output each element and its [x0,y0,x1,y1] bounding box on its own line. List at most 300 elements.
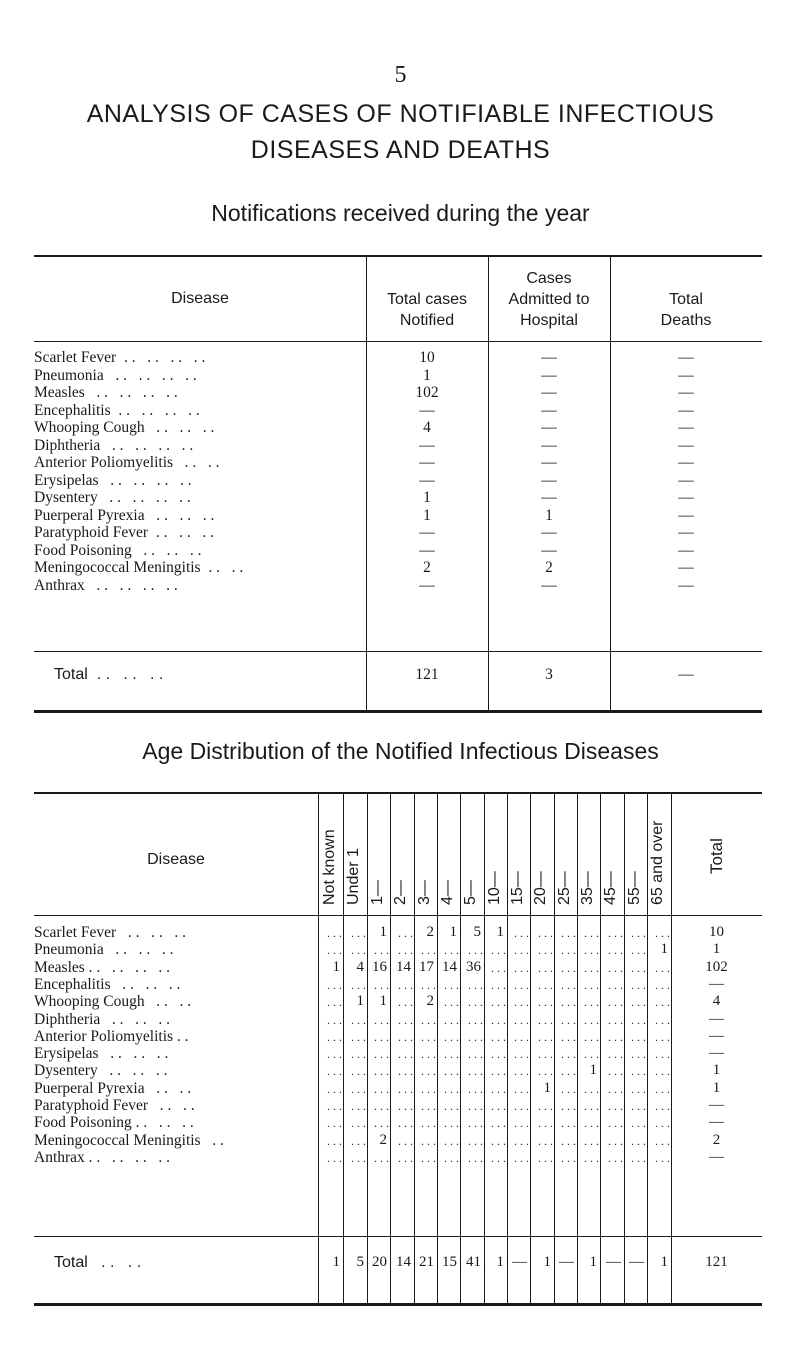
table1-header-rule [34,341,762,342]
table2-row-dots: . . . [584,1099,599,1113]
table1-header-admitted [488,268,610,331]
table2-header-age: 15— [508,871,526,905]
table2-header-disease: Disease [147,851,205,868]
table2-column-rule [484,794,485,1303]
table1-header-deaths-line: Deaths [660,312,712,329]
table2-row-dots: . . . [444,1081,459,1096]
table2-row-dots: . . . [444,1116,459,1131]
table1-row-deaths: — [678,489,694,506]
table2-row-dots: . . . [327,1099,342,1113]
table2-row-dots: . . . [351,1047,366,1062]
table2-row-dots: . . . [655,995,670,1010]
table2-subtitle: Age Distribution of the Notified Infectious Diseases [142,738,659,764]
table2-total-value: 1 [660,1254,668,1270]
table2-row-dots: . . . [351,1081,366,1096]
table1-row-disease: Erysipelas . . . . . . . . [34,471,192,489]
table2-row-dots: . . . [351,943,366,958]
table2-row-dots: . . . [327,977,342,992]
table2-row-dots: . . . [608,926,623,940]
table2-row-dots: . . . [538,977,553,992]
table1-row-admitted: — [541,541,557,559]
table2-row-dots: . . . [398,1099,413,1113]
table2-total-value: — [606,1254,621,1270]
table2-row-dots: . . . [327,995,342,1010]
table2-column-rule [437,794,438,1303]
table2-row-dots: . . . [421,1150,436,1165]
table2-column-rule [647,794,648,1303]
table2-row-value: 1 [660,941,668,958]
table2-row-dots: . . . [631,1029,646,1044]
table2-row-dots: . . . [584,1029,599,1044]
table2-total-value: 14 [396,1254,411,1270]
table1-row-notified: — [419,401,435,419]
table2-row-dots: . . . [538,1029,553,1044]
table2-row-dots: . . . [538,1012,553,1027]
table2-row-dots: . . . [351,977,366,992]
table2-row-dots: . . . [561,943,576,958]
table2-row-dots: . . . [468,1081,483,1096]
table2-row-total: 1 [712,1062,721,1079]
table1-total-rule [34,651,762,652]
table2-column-rule [367,794,368,1303]
table2-header-age: 65 and over [649,820,666,905]
table2-row-dots: . . . [398,995,413,1010]
table2-row-dots: . . . [538,995,553,1010]
table2-row-value: 14 [442,958,457,975]
table2-top-rule [34,792,762,794]
table2-row-dots: . . . [421,1064,436,1079]
table2-row-dots: . . . [444,1133,459,1148]
table2-header-age: 35— [578,871,596,905]
table2-header-age: 20— [532,871,549,905]
page-number: 5 [394,62,407,88]
table2-row-dots: . . . [655,1081,670,1096]
table2-header-age: 55— [625,871,643,905]
table2-row-dots: . . . [491,1116,506,1131]
table2-row-value: 1 [379,993,387,1010]
table2-row-dots: . . . [655,960,670,975]
table2-row-dots: . . . [398,943,413,958]
table2-row-dots: . . . [561,995,576,1010]
table2-row-dots: . . . [327,1116,342,1131]
table1-row-admitted: — [541,454,557,471]
table2-row-dots: . . . [561,960,576,975]
table1-row-disease: Anthrax . . . . . . . . [34,576,178,594]
table1-row-admitted: — [541,471,557,489]
table2-row-total: — [709,1097,724,1113]
table1-row-disease: Scarlet Fever . . . . . . . . [34,349,206,366]
table2-header-age: 2— [392,880,409,905]
table2-row-total: 10 [709,924,724,940]
table1-row-deaths: — [678,559,694,576]
table2-row-dots: . . . [491,1047,506,1062]
table2-row-dots: . . . [538,1133,553,1148]
table2-row-dots: . . . [421,1081,436,1096]
table2-row-dots: . . . [514,1081,529,1096]
table2-row-dots: . . . [631,943,646,958]
table2-row-dots: . . . [421,1047,436,1062]
table2-row-dots: . . . [561,1081,576,1096]
table2-row-dots: . . . [655,1099,670,1113]
table1-row-deaths: — [678,576,694,594]
table2-row-dots: . . . [608,1064,623,1079]
table2-row-dots: . . . [398,1133,413,1148]
table2-row-value: 4 [356,958,364,975]
table2-row-dots: . . . [514,1133,529,1148]
table2-row-disease: Scarlet Fever . . . . . . [34,924,186,941]
table2-row-total: 1 [712,941,721,958]
table2-row-dots: . . . [561,1116,576,1131]
table2-total-value: 1 [589,1254,597,1270]
table2-row-dots: . . . [608,1012,623,1027]
table2-row-dots: . . . [608,1150,623,1165]
table2-row-dots: . . . [538,1047,553,1062]
table2-row-dots: . . . [351,1116,366,1131]
table2-row-dots: . . . [514,1047,529,1062]
table2-row-dots: . . . [398,1012,413,1027]
table2-row-dots: . . . [584,1116,599,1131]
table2-row-dots: . . . [655,1012,670,1027]
table2-row-dots: . . . [631,1047,646,1062]
table2-row-dots: . . . [374,977,389,992]
table2-total-value: — [629,1254,644,1270]
table2-row-value: 5 [473,924,481,940]
table2-row-value: 2 [426,924,434,940]
table2-total-value: 1 [332,1254,340,1270]
table2-row-dots: . . . [398,926,413,940]
table2-row-dots: . . . [468,943,483,958]
table2-row-disease: Meningococcal Meningitis . . [34,1131,224,1149]
table2-row-dots: . . . [655,1047,670,1062]
table2-row-value: 17 [419,958,434,975]
table2-row-dots: . . . [351,1029,366,1044]
table1-header-deaths [610,289,762,331]
table2-row-dots: . . . [491,1133,506,1148]
table1-header-admitted-line: Hospital [520,312,578,329]
table2-row-dots: . . . [561,977,576,992]
table2-total-value: — [559,1254,574,1270]
table2-row-total: — [709,1027,724,1044]
table2-total-value: 1 [543,1254,551,1270]
table2-row-value: 1 [496,924,504,940]
table2-row-dots: . . . [608,1081,623,1096]
table2-header-age: 25— [555,871,573,905]
table2-row-dots: . . . [398,1150,413,1165]
table2-row-dots: . . . [584,1150,599,1165]
table2-column-rule [507,794,508,1303]
table2-header-age: 1— [368,880,386,905]
table2-row-dots: . . . [374,1099,389,1113]
page-title-line-1: ANALYSIS OF CASES OF NOTIFIABLE INFECTIOUS [86,100,715,128]
table2-row-dots: . . . [327,1029,342,1044]
table2-row-dots: . . . [421,1099,436,1113]
table2-row-dots: . . . [327,1081,342,1096]
table2-row-dots: . . . [468,1133,483,1148]
table2-row-dots: . . . [351,1133,366,1148]
table2-row-dots: . . . [514,1099,529,1113]
table2-total-value: 1 [496,1254,504,1270]
table1-row-admitted: — [541,524,557,541]
table2-row-dots: . . . [491,977,506,992]
table1-row-disease: Puerperal Pyrexia . . . . . . [34,506,215,524]
table1-row-admitted: — [541,576,557,594]
table1-row-disease: Meningococcal Meningitis . . . . [34,559,244,576]
table2-row-disease: Pneumonia . . . . . . [34,941,174,959]
table2-bottom-rule [34,1303,762,1306]
table2-row-dots: . . . [514,1150,529,1165]
table2-row-dots: . . . [351,1064,366,1079]
table1-row-deaths: — [678,384,694,401]
table1-row-disease: Pneumonia . . . . . . . . [34,366,197,384]
table2-row-dots: . . . [444,1012,459,1027]
table2-row-dots: . . . [491,1081,506,1096]
table2-row-dots: . . . [538,943,553,958]
table2-row-dots: . . . [631,1133,646,1148]
table1-row-admitted: — [541,489,557,506]
table1-row-notified: — [419,524,435,541]
table1-row-deaths: — [678,366,694,384]
table2-row-dots: . . . [631,960,646,975]
table2-row-dots: . . . [491,1150,506,1165]
table2-row-dots: . . . [468,1099,483,1113]
table2-row-dots: . . . [398,1064,413,1079]
table1-row-admitted: — [541,366,557,384]
table1-subtitle: Notifications received during the year [211,200,590,226]
table1-row-notified: 4 [423,419,431,436]
table2-column-rule [460,794,461,1303]
table1-row-deaths: — [678,454,694,471]
table2-row-dots: . . . [468,995,483,1010]
table2-row-dots: . . . [327,1064,342,1079]
table1-row-deaths: — [678,436,694,454]
table2-total-value: 41 [466,1254,481,1270]
table2-row-disease: Anthrax . . . . . . . . [34,1148,171,1166]
table2-row-value: 2 [426,993,434,1010]
table2-row-dots: . . . [514,977,529,992]
table2-row-dots: . . . [608,1133,623,1148]
table2-row-dots: . . . [491,960,506,975]
table1-bottom-rule [34,710,762,713]
table2-row-dots: . . . [514,1012,529,1027]
table2-row-dots: . . . [468,1064,483,1079]
table2-row-dots: . . . [444,1064,459,1079]
table2-row-disease: Paratyphoid Fever . . . . [34,1097,195,1114]
table2-row-dots: . . . [491,1064,506,1079]
table2-row-disease: Food Poisoning . . . . . . [34,1114,194,1132]
table1-row-admitted: — [541,349,557,366]
table2-row-dots: . . . [561,1150,576,1165]
table2-row-dots: . . . [327,943,342,958]
table2-row-dots: . . . [468,1012,483,1027]
table2-row-dots: . . . [538,1116,553,1131]
table2-row-dots: . . . [421,943,436,958]
table2-row-dots: . . . [655,1029,670,1044]
table2-row-total: — [709,1148,724,1165]
table2-row-dots: . . . [561,1133,576,1148]
table1-row-deaths: — [678,419,694,436]
table1-row-notified: 102 [415,384,439,401]
table2-row-dots: . . . [608,943,623,958]
table1-top-rule [34,255,762,257]
table2-column-rule [343,794,344,1303]
table2-column-rule [414,794,415,1303]
table2-row-total: 1 [712,1079,721,1096]
table2-row-total: 4 [712,993,721,1010]
table2-column-rule [530,794,531,1303]
table2-row-dots: . . . [444,995,459,1010]
table2-row-dots: . . . [421,1029,436,1044]
table2-row-dots: . . . [421,1133,436,1148]
table1-total-admitted: 3 [545,666,553,683]
table2-row-dots: . . . [468,1150,483,1165]
table2-row-dots: . . . [514,960,529,975]
table2-row-disease: Anterior Poliomyelitis . . [34,1027,189,1045]
table2-row-dots: . . . [351,1012,366,1027]
table2-row-dots: . . . [327,926,342,940]
table2-total-value: 15 [442,1254,457,1270]
table2-row-dots: . . . [491,1029,506,1044]
table2-header-age: Not known [320,829,338,905]
table2-row-total: 2 [712,1131,721,1148]
table2-row-value: 14 [396,958,411,975]
table1-row-deaths: — [678,506,694,524]
table2-row-value: 1 [356,993,364,1010]
table1-row-admitted: 2 [545,559,553,576]
table1-row-notified: — [419,436,435,454]
table2-row-dots: . . . [398,1081,413,1096]
table1-row-disease: Paratyphoid Fever . . . . . . [34,524,214,541]
table2-row-dots: . . . [584,1133,599,1148]
table2-row-dots: . . . [514,943,529,958]
table2-row-disease: Measles . . . . . . . . [34,958,171,976]
table2-row-dots: . . . [608,1029,623,1044]
table2-row-value: 1 [449,924,457,940]
table1-row-notified: — [419,454,435,471]
table1-row-deaths: — [678,401,694,419]
table2-row-dots: . . . [631,1116,646,1131]
table2-row-dots: . . . [444,1150,459,1165]
table2-row-dots: . . . [374,1150,389,1165]
table1-header-disease: Disease [171,290,229,307]
table2-row-dots: . . . [398,977,413,992]
table2-row-dots: . . . [538,926,553,940]
table2-row-total: — [709,1045,724,1062]
table2-header-total: Total [706,838,726,874]
table2-row-dots: . . . [584,977,599,992]
table2-row-dots: . . . [514,926,529,940]
table2-row-dots: . . . [444,1029,459,1044]
table2-row-dots: . . . [655,1064,670,1079]
table2-row-dots: . . . [608,960,623,975]
table2-row-value: 1 [543,1079,551,1096]
table2-row-value: 1 [379,924,387,940]
table2-row-dots: . . . [351,1150,366,1165]
table2-row-dots: . . . [631,977,646,992]
table2-row-dots: . . . [468,1116,483,1131]
table2-row-dots: . . . [351,926,366,940]
table1-row-admitted: — [541,401,557,419]
table2-row-dots: . . . [631,1012,646,1027]
table2-row-dots: . . . [655,1116,670,1131]
table1-row-notified: 1 [423,366,431,384]
table2-row-value: 36 [466,958,481,975]
table2-total-value: — [512,1254,527,1270]
table2-row-disease: Puerperal Pyrexia . . . . [34,1079,192,1097]
table2-row-dots: . . . [631,1099,646,1113]
table2-row-dots: . . . [374,943,389,958]
table2-row-dots: . . . [374,1064,389,1079]
table2-row-dots: . . . [468,1047,483,1062]
table2-row-dots: . . . [561,1029,576,1044]
table2-row-dots: . . . [631,995,646,1010]
table2-row-dots: . . . [374,1029,389,1044]
table2-row-dots: . . . [655,926,670,940]
table1-row-admitted: — [541,436,557,454]
table2-row-dots: . . . [514,995,529,1010]
table2-row-disease: Dysentery . . . . . . [34,1062,168,1080]
table2-row-dots: . . . [444,943,459,958]
table1-row-disease: Whooping Cough . . . . . . [34,419,215,436]
table2-row-dots: . . . [421,1012,436,1027]
table2-row-dots: . . . [584,943,599,958]
table2-row-dots: . . . [514,1029,529,1044]
table2-total-rule [34,1236,762,1237]
table2-row-dots: . . . [561,1047,576,1062]
table1-row-notified: 10 [419,349,435,366]
table1-row-disease: Measles . . . . . . . . [34,384,178,401]
table2-row-dots: . . . [327,1150,342,1165]
table2-row-dots: . . . [538,960,553,975]
table2-row-dots: . . . [561,1099,576,1113]
table1-row-admitted: — [541,419,557,436]
table2-row-dots: . . . [655,1133,670,1148]
table2-row-dots: . . . [398,1029,413,1044]
table2-row-dots: . . . [631,926,646,940]
table2-row-dots: . . . [584,1081,599,1096]
table2-row-disease: Diphtheria . . . . . . [34,1010,171,1028]
table2-row-value: 2 [379,1131,387,1148]
table2-row-dots: . . . [655,977,670,992]
table1-header-admitted-line: Cases [526,270,572,287]
table2-row-dots: . . . [491,943,506,958]
table2-row-dots: . . . [468,1029,483,1044]
table2-row-dots: . . . [491,1099,506,1113]
table2-total-value: 5 [356,1254,364,1270]
table2-header-age: 3— [415,880,433,905]
table2-row-dots: . . . [421,977,436,992]
table1-row-admitted: — [541,384,557,401]
table2-row-dots: . . . [584,960,599,975]
table2-row-dots: . . . [538,1064,553,1079]
table1-total-label: Total . . . . . . [54,666,164,683]
table2-total-value: 20 [372,1254,387,1270]
table1-total-deaths: — [678,666,694,683]
table2-row-dots: . . . [561,1064,576,1079]
table1-row-notified: — [419,471,435,489]
table2-row-disease: Erysipelas . . . . . . [34,1045,169,1063]
table1-total-notified: 121 [415,666,439,683]
table1-row-disease: Dysentery . . . . . . . . [34,489,191,506]
table2-header-age: 45— [602,871,619,905]
table2-row-dots: . . . [491,1012,506,1027]
table2-row-dots: . . . [374,1116,389,1131]
table2-row-disease: Encephalitis . . . . . . [34,975,181,993]
table2-column-rule [577,794,578,1303]
table2-row-total: — [709,975,724,992]
table2-header-age: 5— [462,880,479,905]
table2-row-dots: . . . [491,995,506,1010]
table2-row-dots: . . . [374,1081,389,1096]
